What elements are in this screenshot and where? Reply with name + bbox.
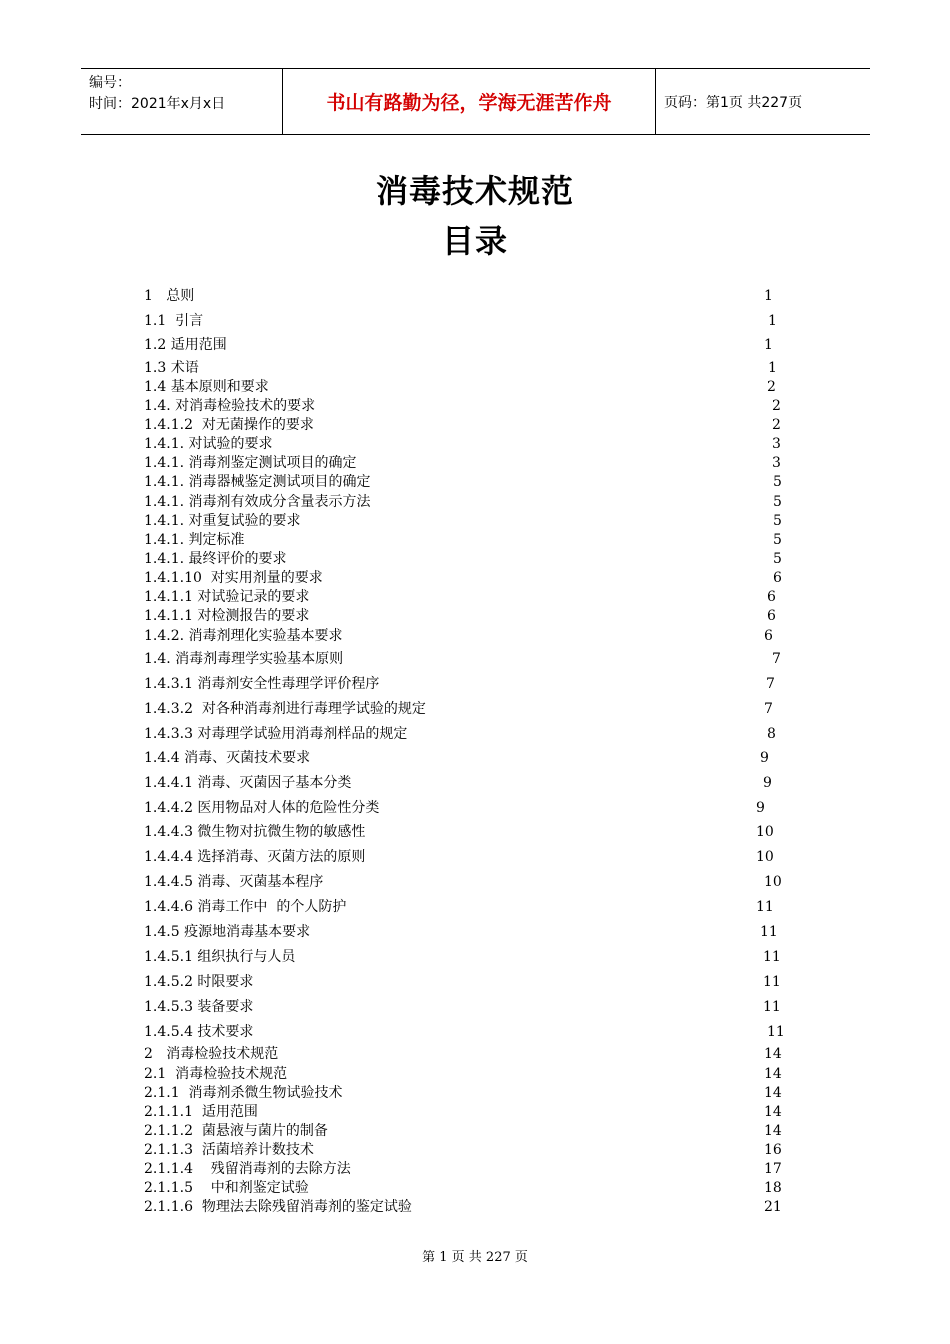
number-label: 编号： <box>89 75 131 91</box>
toc-entry-page: 14 <box>764 1085 782 1101</box>
toc-entry-title: 2.1 消毒检验技术规范 <box>144 1066 288 1082</box>
toc-entry-title: 1.4.1.2 对无菌操作的要求 <box>144 417 314 433</box>
toc-entry-page: 18 <box>764 1180 782 1196</box>
toc-entry-page: 5 <box>773 551 782 567</box>
toc-entry-page: 9 <box>763 775 772 791</box>
toc-entry-title: 1.4.1. 消毒剂鉴定测试项目的确定 <box>144 455 357 471</box>
toc-entry-page: 9 <box>760 750 769 766</box>
toc-entry-page: 21 <box>764 1199 782 1215</box>
toc-entry-page: 6 <box>773 570 782 586</box>
toc-entry[interactable] <box>144 1044 794 1064</box>
toc-entry[interactable] <box>144 1102 794 1122</box>
toc-entry-page: 14 <box>764 1123 782 1139</box>
toc-entry[interactable] <box>144 358 794 378</box>
toc-entry-title: 1.4.1.10 对实用剂量的要求 <box>144 570 323 586</box>
toc-entry-page: 11 <box>763 974 781 990</box>
toc-entry-title: 1.4.3.1 消毒剂安全性毒理学评价程序 <box>144 676 380 692</box>
toc-entry[interactable] <box>144 1197 794 1217</box>
toc-entry-title: 1.3 术语 <box>144 360 199 376</box>
toc-entry-page: 14 <box>764 1046 782 1062</box>
toc-entry[interactable] <box>144 674 794 694</box>
toc-entry[interactable] <box>144 872 794 892</box>
toc-entry-page: 11 <box>760 924 778 940</box>
toc-entry-page: 17 <box>764 1161 782 1177</box>
toc-entry-page: 11 <box>763 999 781 1015</box>
toc-entry-page: 10 <box>764 874 782 890</box>
toc-entry-title: 2.1.1.3 活菌培养计数技术 <box>144 1142 314 1158</box>
toc-entry-title: 2.1.1 消毒剂杀微生物试验技术 <box>144 1085 343 1101</box>
toc-entry-page: 1 <box>768 313 777 329</box>
toc-entry-page: 11 <box>763 949 781 965</box>
toc-entry[interactable] <box>144 511 794 531</box>
toc-entry-title: 1.4.5.3 装备要求 <box>144 999 254 1015</box>
toc-entry-title: 1.4.1. 消毒器械鉴定测试项目的确定 <box>144 474 371 490</box>
toc-entry-title: 1.4.3.2 对各种消毒剂进行毒理学试验的规定 <box>144 701 426 717</box>
toc-entry-page: 3 <box>772 455 781 471</box>
document-title: 消毒技术规范 <box>375 172 574 210</box>
toc-entry-title: 1.1 引言 <box>144 313 204 329</box>
toc-entry-title: 1.4.4.6 消毒工作中 的个人防护 <box>144 899 347 915</box>
toc-entry-page: 2 <box>772 398 781 414</box>
toc-entry[interactable] <box>144 947 794 967</box>
toc-entry-title: 2.1.1.5 中和剂鉴定试验 <box>144 1180 309 1196</box>
toc-entry-title: 2.1.1.6 物理法去除残留消毒剂的鉴定试验 <box>144 1199 412 1215</box>
page-footer: 第 1 页 共 227 页 <box>422 1250 528 1265</box>
toc-entry[interactable] <box>144 568 794 588</box>
toc-entry-page: 7 <box>764 701 773 717</box>
toc-entry[interactable] <box>144 847 794 867</box>
toc-entry-page: 7 <box>772 651 781 667</box>
toc-entry-title: 1.4.4 消毒、灭菌技术要求 <box>144 750 311 766</box>
toc-entry-page: 6 <box>767 608 776 624</box>
toc-entry-title: 1.4.3.3 对毒理学试验用消毒剂样品的规定 <box>144 726 408 742</box>
toc-entry[interactable] <box>144 626 794 646</box>
toc-entry-page: 2 <box>767 379 776 395</box>
toc-entry-title: 1.4.4.4 选择消毒、灭菌方法的原则 <box>144 849 366 865</box>
toc-entry-title: 1.4.4.2 医用物品对人体的危险性分类 <box>144 800 380 816</box>
toc-entry[interactable] <box>144 897 794 917</box>
toc-entry[interactable] <box>144 492 794 512</box>
toc-entry[interactable] <box>144 798 794 818</box>
toc-entry[interactable] <box>144 1140 794 1160</box>
toc-entry-page: 11 <box>767 1024 785 1040</box>
toc-entry-title: 2.1.1.2 菌悬液与菌片的制备 <box>144 1123 328 1139</box>
toc-entry[interactable] <box>144 434 794 454</box>
toc-entry-title: 1.4.1.1 对试验记录的要求 <box>144 589 310 605</box>
toc-entry[interactable] <box>144 1022 794 1042</box>
toc-entry[interactable] <box>144 1159 794 1179</box>
toc-entry[interactable] <box>144 922 794 942</box>
toc-entry-page: 1 <box>764 288 773 304</box>
toc-entry-title: 1.4.4.1 消毒、灭菌因子基本分类 <box>144 775 352 791</box>
toc-entry-title: 1.4.4.5 消毒、灭菌基本程序 <box>144 874 324 890</box>
toc-entry-page: 5 <box>773 513 782 529</box>
toc-entry-page: 14 <box>764 1104 782 1120</box>
toc-entry[interactable] <box>144 1121 794 1141</box>
toc-entry-title: 1.4.5.2 时限要求 <box>144 974 254 990</box>
toc-entry[interactable] <box>144 649 794 669</box>
toc-entry-page: 10 <box>756 849 774 865</box>
toc-entry-page: 6 <box>764 628 773 644</box>
toc-entry-title: 1.4.1. 消毒剂有效成分含量表示方法 <box>144 494 371 510</box>
toc-entry[interactable] <box>144 748 794 768</box>
toc-entry[interactable] <box>144 822 794 842</box>
toc-entry[interactable] <box>144 699 794 719</box>
toc-entry-title: 1 总则 <box>144 288 195 304</box>
toc-entry-page: 5 <box>773 494 782 510</box>
toc-entry-page: 7 <box>766 676 775 692</box>
toc-entry-title: 1.4.1. 最终评价的要求 <box>144 551 287 567</box>
toc-heading: 目录 <box>441 222 508 260</box>
toc-entry-page: 9 <box>756 800 765 816</box>
toc-entry-title: 1.4 基本原则和要求 <box>144 379 269 395</box>
toc-entry-title: 1.4.4.3 微生物对抗微生物的敏感性 <box>144 824 366 840</box>
toc-entry-title: 2 消毒检验技术规范 <box>144 1046 279 1062</box>
toc-entry[interactable] <box>144 1064 794 1084</box>
toc-entry-page: 10 <box>756 824 774 840</box>
toc-entry[interactable] <box>144 773 794 793</box>
toc-entry[interactable] <box>144 311 794 331</box>
toc-entry-page: 8 <box>767 726 776 742</box>
toc-entry-page: 6 <box>767 589 776 605</box>
toc-entry-page: 2 <box>772 417 781 433</box>
toc-entry-page: 16 <box>764 1142 782 1158</box>
toc-entry[interactable] <box>144 997 794 1017</box>
toc-entry-title: 1.4.1. 判定标准 <box>144 532 245 548</box>
header-page-info: 页码：第1页 共227页 <box>664 94 803 111</box>
toc-entry[interactable] <box>144 1083 794 1103</box>
toc-entry[interactable] <box>144 377 794 397</box>
toc-entry-title: 1.4. 消毒剂毒理学实验基本原则 <box>144 651 344 667</box>
toc-entry-title: 2.1.1.1 适用范围 <box>144 1104 258 1120</box>
toc-entry[interactable] <box>144 415 794 435</box>
toc-entry-page: 1 <box>764 337 773 353</box>
toc-entry-title: 1.4.1. 对重复试验的要求 <box>144 513 301 529</box>
toc-entry-title: 1.4.5 疫源地消毒基本要求 <box>144 924 311 940</box>
toc-entry-title: 2.1.1.4 残留消毒剂的去除方法 <box>144 1161 351 1177</box>
toc-entry-page: 3 <box>772 436 781 452</box>
toc-entry[interactable] <box>144 530 794 550</box>
toc-entry[interactable] <box>144 1178 794 1198</box>
toc-entry[interactable] <box>144 724 794 744</box>
toc-entry-page: 14 <box>764 1066 782 1082</box>
toc-entry-title: 1.4.5.4 技术要求 <box>144 1024 254 1040</box>
toc-entry-title: 1.4.1. 对试验的要求 <box>144 436 273 452</box>
toc-entry[interactable] <box>144 972 794 992</box>
toc-entry-page: 5 <box>773 532 782 548</box>
toc-entry-page: 11 <box>756 899 774 915</box>
toc-entry[interactable] <box>144 286 794 306</box>
toc-entry-title: 1.4. 对消毒检验技术的要求 <box>144 398 316 414</box>
toc-entry-title: 1.2 适用范围 <box>144 337 227 353</box>
header-motto: 书山有路勤为径，学海无涯苦作舟 <box>282 69 656 134</box>
toc-entry-title: 1.4.1.1 对检测报告的要求 <box>144 608 310 624</box>
toc-entry[interactable] <box>144 606 794 626</box>
time-label: 时间：2021年x月x日 <box>89 96 226 112</box>
toc-entry-page: 1 <box>768 360 777 376</box>
toc-entry-page: 5 <box>773 474 782 490</box>
toc-entry[interactable] <box>144 587 794 607</box>
toc-entry-title: 1.4.2. 消毒剂理化实验基本要求 <box>144 628 343 644</box>
toc-entry[interactable] <box>144 549 794 569</box>
toc-entry[interactable] <box>144 396 794 416</box>
toc-entry[interactable] <box>144 335 794 355</box>
toc-entry-title: 1.4.5.1 组织执行与人员 <box>144 949 296 965</box>
toc-entry[interactable] <box>144 472 794 492</box>
toc-entry[interactable] <box>144 453 794 473</box>
